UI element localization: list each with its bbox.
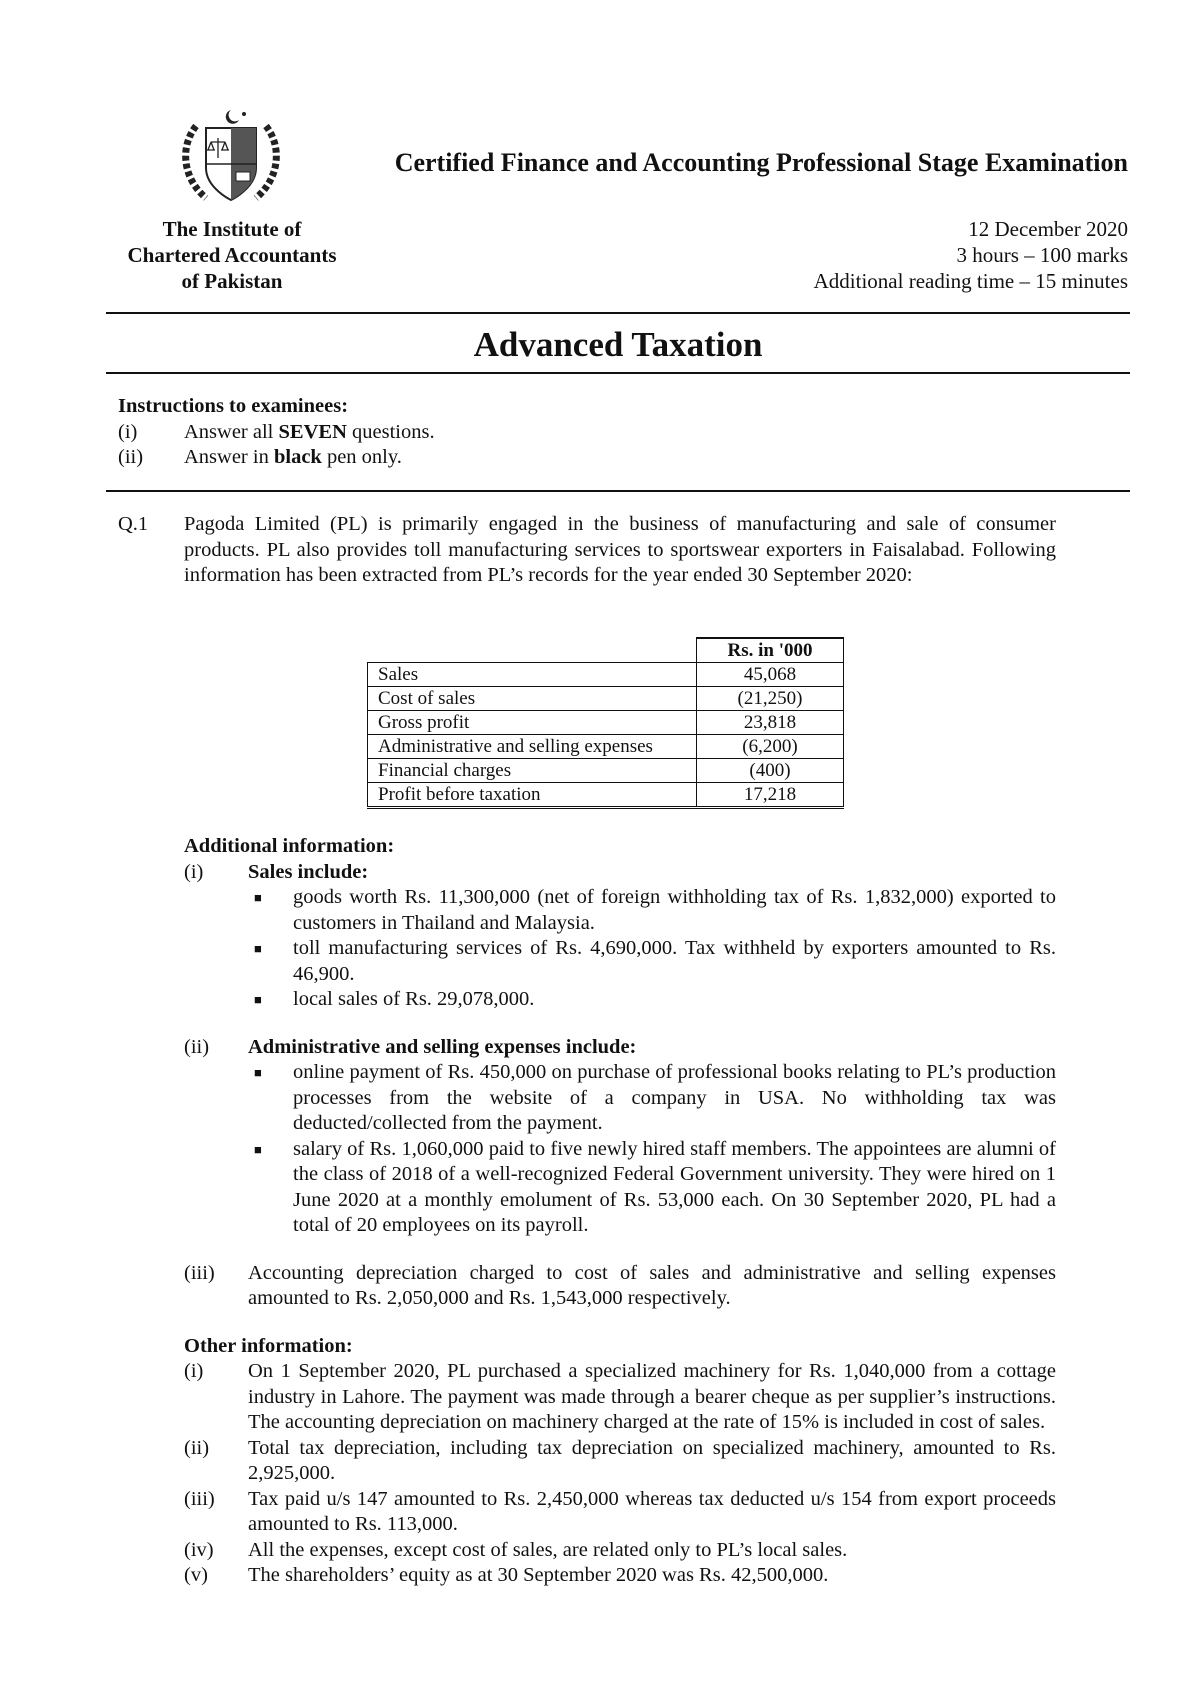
item-text: Total tax depreciation, including tax depreciation on specialized machinery, amounted to Rs. 2,925,000. (248, 1436, 1056, 1484)
row-value: 17,218 (697, 783, 844, 808)
item-number: (i) (118, 420, 138, 443)
bullet-icon: ■ (254, 1065, 262, 1080)
row-value: (6,200) (697, 735, 844, 759)
exam-title: Certified Finance and Accounting Professional Stage Examination (394, 148, 1128, 177)
item-number: (ii) (118, 446, 144, 468)
institute-line: The Institute of (162, 217, 302, 241)
info-item (184, 860, 1056, 886)
bullet-item: ■ online payment of Rs. 450,000 on purchase of professional books relating to PL’s production processes from the website of a company in USA. No withholding tax was deducted/collected from the payment. (248, 1060, 1056, 1137)
info-item (184, 1359, 1056, 1436)
bullet-item: ■ toll manufacturing services of Rs. 4,690,000. Tax withheld by exporters amounted to Rs. 46,900. (248, 936, 1056, 987)
instruction-text: Answer all SEVEN questions. (184, 420, 435, 443)
instruction-item (118, 420, 1118, 446)
bullet-icon: ■ (254, 992, 262, 1007)
table-row (368, 687, 844, 711)
item-text: The shareholders’ equity as at 30 September 2020 was Rs. 42,500,000. (248, 1564, 829, 1586)
item-text: On 1 September 2020, PL purchased a specialized machinery for Rs. 1,040,000 from a cottage industry in Lahore. The payment was made through a bearer cheque as per supplier’s instructions. The accounting depreciation on machinery charged at the rate of 15% is included in cost of sales. (248, 1360, 1056, 1433)
section-heading: Other information: (184, 1334, 353, 1357)
institute-logo (176, 108, 286, 210)
exam-duration: 3 hours – 100 marks (956, 243, 1128, 267)
subject-title: Advanced Taxation (473, 325, 763, 364)
table-row (368, 783, 844, 808)
item-number: (v) (184, 1564, 208, 1586)
table-row (368, 711, 844, 735)
financial-table (367, 637, 844, 809)
instructions (118, 394, 1118, 471)
item-number: (i) (184, 1360, 204, 1382)
row-value: 45,068 (697, 663, 844, 687)
instructions-heading: Instructions to examinees: (118, 395, 349, 417)
row-value: (21,250) (697, 687, 844, 711)
item-text: Accounting depreciation charged to cost of sales and administrative and selling expenses amounted to Rs. 2,050,000 and Rs. 1,543,000 respectively. (248, 1261, 1056, 1309)
divider (106, 312, 1130, 314)
institute-line: Chartered Accountants (127, 243, 337, 267)
item-number: (iii) (184, 1261, 215, 1284)
table-row (368, 735, 844, 759)
item-text: All the expenses, except cost of sales, are related only to PL’s local sales. (248, 1538, 848, 1561)
info-item (184, 1436, 1056, 1487)
institute-name (108, 216, 356, 294)
bullet-icon: ■ (254, 941, 262, 956)
item-number: (ii) (184, 1436, 210, 1459)
table-row (368, 663, 844, 687)
bullet-item: ■ salary of Rs. 1,060,000 paid to five newly hired staff members. The appointees are alumni of the class of 2018 of a well-recognized Federal Government university. They were hired on 1 June 2020 at a monthly emolument of Rs. 53,000 each. On 30 September 2020, PL had a total of 20 employees on its payroll. (248, 1137, 1056, 1239)
bullet-icon: ■ (254, 1141, 262, 1157)
item-heading: Sales include: (248, 860, 369, 883)
info-item (184, 1487, 1056, 1538)
row-label: Profit before taxation (368, 783, 697, 808)
question-number: Q.1 (118, 513, 149, 535)
bullet-item: ■ goods worth Rs. 11,300,000 (net of foreign withholding tax of Rs. 1,832,000) exported to customers in Thailand and Malaysia. (248, 885, 1056, 936)
section-heading: Additional information: (184, 835, 395, 857)
row-label: Cost of sales (368, 687, 697, 711)
exam-meta (720, 216, 1128, 294)
bullet-icon: ■ (254, 890, 262, 905)
table-header-row (368, 638, 844, 663)
exam-date: 12 December 2020 (968, 217, 1128, 241)
item-number: (iii) (184, 1487, 215, 1510)
icap-crest-icon (176, 108, 286, 210)
bullet-item: ■ local sales of Rs. 29,078,000. (248, 987, 1056, 1013)
row-label: Financial charges (368, 759, 697, 783)
divider (106, 490, 1130, 492)
info-item (184, 1261, 1056, 1312)
row-value: (400) (697, 759, 844, 783)
item-text: Tax paid u/s 147 amounted to Rs. 2,450,000 whereas tax deducted u/s 154 from export proceeds amounted to Rs. 113,000. (248, 1487, 1056, 1535)
info-item (184, 1035, 1056, 1061)
item-number: (ii) (184, 1035, 210, 1058)
row-value: 23,818 (697, 711, 844, 735)
info-item (184, 1563, 1056, 1589)
item-heading: Administrative and selling expenses include: (248, 1035, 637, 1058)
instruction-text: Answer in black pen only. (184, 446, 402, 468)
column-header: Rs. in '000 (697, 638, 844, 663)
row-label: Gross profit (368, 711, 697, 735)
table-row (368, 759, 844, 783)
instruction-item (118, 445, 1118, 471)
question-intro: Pagoda Limited (PL) is primarily engaged in the business of manufacturing and sale of consumer products. PL also provides toll manufacturing services to sportswear exporters in Faisalabad. Following information has been extracted from PL’s records for the year ended 30 September 2020: (184, 513, 1056, 586)
info-item (184, 1538, 1056, 1564)
row-label: Sales (368, 663, 697, 687)
reading-time: Additional reading time – 15 minutes (813, 269, 1128, 293)
item-number: (iv) (184, 1538, 214, 1561)
question-details (184, 834, 1056, 1589)
divider (106, 372, 1130, 374)
row-label: Administrative and selling expenses (368, 735, 697, 759)
item-number: (i) (184, 860, 204, 883)
institute-line: of Pakistan (181, 269, 283, 293)
